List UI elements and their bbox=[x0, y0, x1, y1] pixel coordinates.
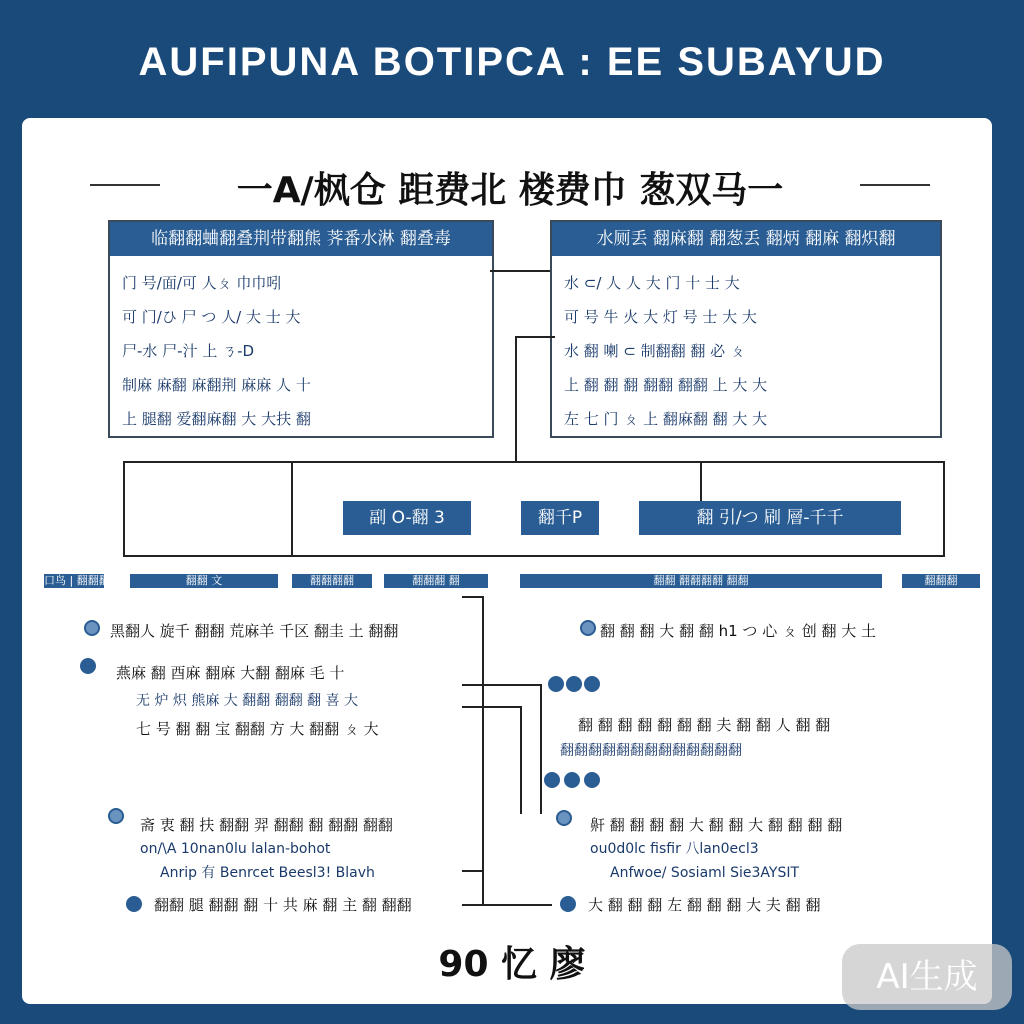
bracket-mid-v2 bbox=[520, 706, 522, 814]
right-item: 翻 翻 翻 大 翻 翻 h1 つ 心 ㄆ 创 翻 大 土 bbox=[600, 622, 877, 640]
bracket-low bbox=[462, 870, 482, 872]
hub-pill-2: 翻千P bbox=[521, 501, 599, 535]
bracket-mid-1 bbox=[462, 684, 542, 686]
panel-right-header: 水厕丢 翻麻翻 翻葱丢 翻炳 翻麻 翻炽翻 bbox=[552, 222, 940, 256]
panel-left-line: 上 腿翻 爱翻麻翻 大 大扶 翻 bbox=[122, 410, 311, 428]
connector-panels bbox=[490, 270, 550, 272]
title-text: 一A/枫仓 距费北 楼费巾 葱双马一 bbox=[236, 170, 784, 211]
section-bar: 口鸟 | 翻翻翻翻 bbox=[44, 574, 121, 587]
section-bar: 翻翻 翻翻翻翻 翻翻 bbox=[520, 574, 882, 588]
hub-box bbox=[123, 461, 945, 557]
left-item: 七 号 翻 翻 宝 翻翻 方 大 翻翻 ㄆ 大 bbox=[136, 720, 379, 738]
panel-right bbox=[550, 220, 942, 438]
bullet-dot bbox=[548, 676, 564, 692]
right-item: 大 翻 翻 翻 左 翻 翻 翻 大 夫 翻 翻 bbox=[588, 896, 821, 914]
panel-left-header: 临翻翻蛐翻叠荆带翻熊 荠番水淋 翻叠毒 bbox=[110, 222, 492, 256]
right-item: Anfwoe/ Sosiaml Sie3AYSIT bbox=[610, 865, 800, 881]
panel-right-line: 水 ⊂/ 人 人 大 门 十 士 大 bbox=[564, 274, 740, 292]
bullet-dot bbox=[584, 676, 600, 692]
section-bar: 翻翻翻 翻 bbox=[384, 574, 488, 588]
bracket-top bbox=[462, 596, 482, 598]
left-item: Anrip 有 Benrcet Beesl3! Blavh bbox=[160, 865, 375, 881]
panel-right-lines bbox=[564, 266, 928, 436]
bracket-vertical bbox=[482, 596, 484, 906]
hub-pill-1: 副 O-翻 3 bbox=[343, 501, 471, 535]
left-item: 黑翻人 旋千 翻翻 荒麻羊 千区 翻圭 土 翻翻 bbox=[110, 622, 399, 640]
bracket-mid-2 bbox=[462, 706, 522, 708]
bullet-dot bbox=[564, 772, 580, 788]
section-bar: 翻翻翻 bbox=[902, 574, 980, 588]
panel-left-line: 尸-水 尸-汁 上 ㄋ-D bbox=[122, 342, 255, 360]
left-item-sub: 无 炉 炽 熊麻 大 翻翻 翻翻 翻 喜 大 bbox=[136, 693, 359, 709]
panel-left-line: 可 门/ひ 尸 つ 人/ 大 士 大 bbox=[122, 308, 301, 326]
panel-right-line: 可 号 牛 火 大 灯 号 士 大 大 bbox=[564, 308, 757, 326]
panel-left-line: 制麻 麻翻 麻翻荆 麻麻 人 十 bbox=[122, 376, 311, 394]
bullet-dot bbox=[544, 772, 560, 788]
panel-right-line: 左 七 门 ㄆ 上 翻麻翻 翻 大 大 bbox=[564, 410, 768, 428]
hub-pill-3: 翻 引/つ 刷 層-千千 bbox=[639, 501, 901, 535]
bullet-dot bbox=[580, 620, 596, 636]
ai-generated-badge: AI生成 bbox=[842, 944, 1012, 1010]
right-item: 鼾 翻 翻 翻 翻 大 翻 翻 大 翻 翻 翻 翻 bbox=[590, 816, 843, 834]
panel-right-line: 上 翻 翻 翻 翻翻 翻翻 上 大 大 bbox=[564, 376, 768, 394]
panel-left-lines bbox=[122, 266, 480, 436]
panel-right-line: 水 翻 喇 ⊂ 制翻翻 翻 必 ㄆ bbox=[564, 342, 745, 360]
left-item: 翻翻 腿 翻翻 翻 十 共 麻 翻 主 翻 翻翻 bbox=[154, 896, 412, 914]
right-item-sub: ou0d0lc fisfir 八lan0ecl3 bbox=[590, 841, 759, 857]
panel-left bbox=[108, 220, 494, 438]
left-item: 燕麻 翻 酉麻 翻麻 大翻 翻麻 毛 十 bbox=[116, 664, 345, 682]
section-bar: 翻翻 文 bbox=[130, 574, 278, 588]
diagram-title bbox=[90, 160, 930, 210]
footer-text: 90 忆 廖 bbox=[438, 944, 586, 985]
right-item-sub: 翻翻翻翻翻翻翻翻翻翻翻翻翻 bbox=[560, 743, 742, 759]
bullet-dot bbox=[108, 808, 124, 824]
left-item-sub: on/\A 10nan0lu lalan-bohot bbox=[140, 841, 331, 857]
left-item: 斋 衷 翻 扶 翻翻 羿 翻翻 翻 翻翻 翻翻 bbox=[140, 816, 393, 834]
bracket-bottom bbox=[462, 904, 552, 906]
right-item: 翻 翻 翻 翻 翻 翻 翻 夫 翻 翻 人 翻 翻 bbox=[578, 716, 831, 734]
connector-branch bbox=[515, 336, 555, 338]
bullet-dot bbox=[560, 896, 576, 912]
bullet-dot bbox=[80, 658, 96, 674]
bullet-dot bbox=[556, 810, 572, 826]
section-bar: 翻翻翻翻 bbox=[292, 574, 372, 588]
panel-left-line: 门 号/面/可 人ㄆ 巾巾吲 bbox=[122, 274, 282, 292]
hub-divider bbox=[291, 463, 293, 555]
bullet-dot bbox=[584, 772, 600, 788]
bullet-dot bbox=[126, 896, 142, 912]
bullet-dot bbox=[566, 676, 582, 692]
header-title: AUFIPUNA BOTIPCA : EE SUBAYUD bbox=[138, 40, 886, 84]
bracket-mid-v bbox=[540, 684, 542, 814]
connector-vertical bbox=[515, 336, 517, 462]
bullet-dot bbox=[84, 620, 100, 636]
